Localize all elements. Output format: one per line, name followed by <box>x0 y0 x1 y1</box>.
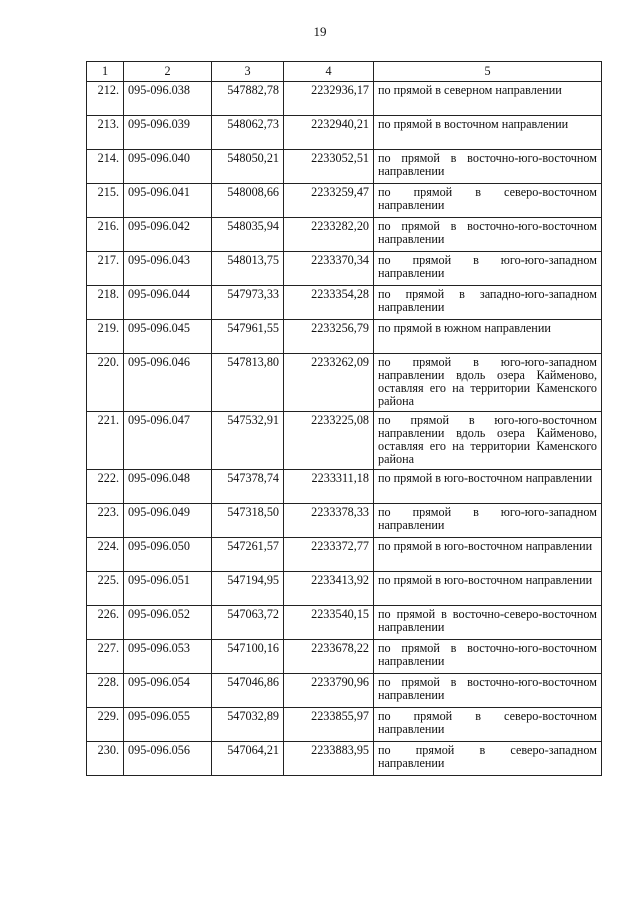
row-number: 219. <box>87 320 124 354</box>
point-id: 095-096.051 <box>124 572 212 606</box>
table-row <box>87 286 602 320</box>
table-row <box>87 470 602 504</box>
coordinate-y: 2233225,08 <box>284 412 374 470</box>
row-number: 221. <box>87 412 124 470</box>
coordinate-x: 547882,78 <box>212 82 284 116</box>
point-id: 095-096.056 <box>124 742 212 776</box>
direction-description: по прямой в юго-юго-западном направлении <box>374 504 602 538</box>
coordinate-x: 547961,55 <box>212 320 284 354</box>
row-number: 212. <box>87 82 124 116</box>
direction-description: по прямой в юго-юго-западном направлении <box>374 252 602 286</box>
point-id: 095-096.038 <box>124 82 212 116</box>
coordinate-x: 547973,33 <box>212 286 284 320</box>
direction-description: по прямой в северо-восточном направлении <box>374 708 602 742</box>
table-body <box>87 82 602 776</box>
table-row <box>87 504 602 538</box>
point-id: 095-096.054 <box>124 674 212 708</box>
coordinate-x: 548008,66 <box>212 184 284 218</box>
direction-description: по прямой в восточно-северо-восточном направлении <box>374 606 602 640</box>
row-number: 229. <box>87 708 124 742</box>
page-number: 19 <box>313 24 327 39</box>
point-id: 095-096.042 <box>124 218 212 252</box>
coordinate-x: 547318,50 <box>212 504 284 538</box>
direction-description: по прямой в южном направлении <box>374 320 602 354</box>
direction-description: по прямой в восточно-юго-восточном направлении <box>374 150 602 184</box>
direction-description: по прямой в восточно-юго-восточном направлении <box>374 674 602 708</box>
row-number: 215. <box>87 184 124 218</box>
point-id: 095-096.040 <box>124 150 212 184</box>
coordinate-x: 548013,75 <box>212 252 284 286</box>
direction-description: по прямой в северо-западном направлении <box>374 742 602 776</box>
row-number: 214. <box>87 150 124 184</box>
coordinate-y: 2233256,79 <box>284 320 374 354</box>
table-row <box>87 708 602 742</box>
coordinate-x: 547046,86 <box>212 674 284 708</box>
row-number: 225. <box>87 572 124 606</box>
coordinate-y: 2233370,34 <box>284 252 374 286</box>
coordinate-y: 2233282,20 <box>284 218 374 252</box>
coordinate-y: 2233259,47 <box>284 184 374 218</box>
row-number: 226. <box>87 606 124 640</box>
table-row <box>87 606 602 640</box>
point-id: 095-096.055 <box>124 708 212 742</box>
row-number: 223. <box>87 504 124 538</box>
coordinate-x: 547813,80 <box>212 354 284 412</box>
row-number: 213. <box>87 116 124 150</box>
point-id: 095-096.048 <box>124 470 212 504</box>
coordinate-y: 2232940,21 <box>284 116 374 150</box>
table-header-row <box>87 62 602 82</box>
table-row <box>87 184 602 218</box>
header-col-5: 5 <box>374 62 602 82</box>
coordinate-x: 547100,16 <box>212 640 284 674</box>
coordinate-x: 547064,21 <box>212 742 284 776</box>
point-id: 095-096.052 <box>124 606 212 640</box>
coordinate-x: 548035,94 <box>212 218 284 252</box>
direction-description: по прямой в северо-восточном направлении <box>374 184 602 218</box>
coordinate-y: 2233678,22 <box>284 640 374 674</box>
coordinate-y: 2233540,15 <box>284 606 374 640</box>
coordinate-x: 548050,21 <box>212 150 284 184</box>
direction-description: по прямой в юго-восточном направлении <box>374 470 602 504</box>
direction-description: по прямой в юго-юго-западном направлении вдоль озера Кайменово, оставляя его на территории Каменского района <box>374 354 602 412</box>
point-id: 095-096.045 <box>124 320 212 354</box>
coordinate-x: 547194,95 <box>212 572 284 606</box>
direction-description: по прямой в восточно-юго-восточном направлении <box>374 640 602 674</box>
table-row <box>87 82 602 116</box>
direction-description: по прямой в восточном направлении <box>374 116 602 150</box>
coordinate-x: 548062,73 <box>212 116 284 150</box>
point-id: 095-096.046 <box>124 354 212 412</box>
point-id: 095-096.044 <box>124 286 212 320</box>
coordinate-y: 2233378,33 <box>284 504 374 538</box>
coordinate-y: 2233855,97 <box>284 708 374 742</box>
point-id: 095-096.049 <box>124 504 212 538</box>
row-number: 228. <box>87 674 124 708</box>
coordinate-y: 2233052,51 <box>284 150 374 184</box>
point-id: 095-096.047 <box>124 412 212 470</box>
point-id: 095-096.050 <box>124 538 212 572</box>
table-row <box>87 742 602 776</box>
header-col-3: 3 <box>212 62 284 82</box>
row-number: 222. <box>87 470 124 504</box>
coordinate-y: 2233311,18 <box>284 470 374 504</box>
coordinate-y: 2233262,09 <box>284 354 374 412</box>
row-number: 217. <box>87 252 124 286</box>
coordinate-y: 2233883,95 <box>284 742 374 776</box>
point-id: 095-096.053 <box>124 640 212 674</box>
coordinate-x: 547378,74 <box>212 470 284 504</box>
row-number: 224. <box>87 538 124 572</box>
point-id: 095-096.043 <box>124 252 212 286</box>
table-row <box>87 218 602 252</box>
table-row <box>87 674 602 708</box>
coordinate-y: 2232936,17 <box>284 82 374 116</box>
direction-description: по прямой в восточно-юго-восточном направлении <box>374 218 602 252</box>
boundary-points-table <box>86 61 602 776</box>
table-row <box>87 538 602 572</box>
coordinate-x: 547261,57 <box>212 538 284 572</box>
direction-description: по прямой в северном направлении <box>374 82 602 116</box>
table-row <box>87 320 602 354</box>
coordinate-y: 2233790,96 <box>284 674 374 708</box>
direction-description: по прямой в юго-восточном направлении <box>374 538 602 572</box>
row-number: 216. <box>87 218 124 252</box>
table-row <box>87 412 602 470</box>
header-col-1: 1 <box>87 62 124 82</box>
row-number: 218. <box>87 286 124 320</box>
coordinate-y: 2233413,92 <box>284 572 374 606</box>
row-number: 230. <box>87 742 124 776</box>
coordinate-y: 2233372,77 <box>284 538 374 572</box>
point-id: 095-096.041 <box>124 184 212 218</box>
direction-description: по прямой в юго-юго-восточном направлении вдоль озера Кайменово, оставляя его на территории Каменского района <box>374 412 602 470</box>
row-number: 220. <box>87 354 124 412</box>
table-row <box>87 640 602 674</box>
direction-description: по прямой в западно-юго-западном направлении <box>374 286 602 320</box>
table-row <box>87 572 602 606</box>
coordinate-y: 2233354,28 <box>284 286 374 320</box>
header-col-2: 2 <box>124 62 212 82</box>
table-row <box>87 150 602 184</box>
coordinate-x: 547032,89 <box>212 708 284 742</box>
table-row <box>87 116 602 150</box>
table-row <box>87 252 602 286</box>
coordinate-x: 547532,91 <box>212 412 284 470</box>
table-row <box>87 354 602 412</box>
row-number: 227. <box>87 640 124 674</box>
header-col-4: 4 <box>284 62 374 82</box>
coordinate-x: 547063,72 <box>212 606 284 640</box>
point-id: 095-096.039 <box>124 116 212 150</box>
direction-description: по прямой в юго-восточном направлении <box>374 572 602 606</box>
